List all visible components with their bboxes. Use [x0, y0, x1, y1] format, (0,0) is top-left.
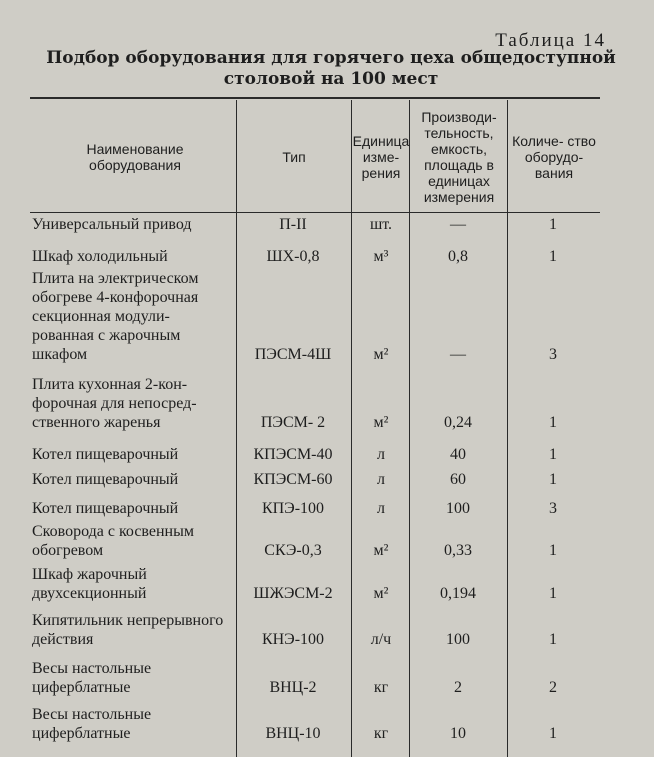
cell-quantity: 1: [549, 542, 557, 559]
cell-type: СКЭ-0,3: [264, 542, 322, 559]
table-number: Таблица 14: [495, 30, 606, 51]
header-name: Наименование оборудования: [86, 140, 184, 173]
cell-name: Весы настольные циферблатные: [32, 660, 152, 696]
cell-capacity: 40: [450, 446, 466, 463]
cell-quantity: 1: [549, 216, 557, 233]
cell-type: КПЭ-100: [261, 500, 325, 517]
cell-type: ВНЦ-10: [265, 725, 321, 742]
cell-capacity: 0,8: [448, 248, 468, 265]
cell-type: ШЖЭСМ-2: [253, 585, 333, 602]
table-caption: [0, 48, 654, 90]
cell-capacity: 0,194: [440, 585, 476, 602]
cell-unit: л: [377, 500, 385, 517]
cell-capacity: 0,24: [444, 414, 472, 431]
cell-capacity: —: [450, 346, 466, 363]
cell-type: КПЭСМ-40: [253, 446, 333, 463]
cell-name: Весы настольные циферблатные: [32, 706, 152, 742]
cell-name: Шкаф жарочный двухсекционный: [32, 566, 147, 602]
cell-type: ПЭСМ-4Ш: [254, 346, 332, 363]
cell-unit: м²: [373, 585, 389, 602]
cell-quantity: 1: [549, 725, 557, 742]
cell-unit: л: [377, 471, 385, 488]
cell-quantity: 1: [549, 631, 557, 648]
cell-name: Сковорода с косвенным обогревом: [32, 523, 194, 559]
cell-quantity: 1: [549, 446, 557, 463]
cell-type: КПЭСМ-60: [253, 471, 333, 488]
cell-unit: м²: [373, 346, 389, 363]
cell-unit: м³: [373, 248, 389, 265]
cell-unit: шт.: [369, 216, 393, 233]
cell-capacity: 60: [450, 471, 466, 488]
caption-line-2: столовой на 100 мест: [223, 69, 439, 89]
cell-quantity: 3: [549, 500, 557, 517]
cell-unit: л: [377, 446, 385, 463]
caption-line-1: Подбор оборудования для горячего цеха общедоступной: [46, 48, 616, 68]
header-type: Тип: [282, 148, 306, 165]
cell-name: Котел пищеварочный: [32, 500, 179, 517]
cell-type: КНЭ-100: [261, 631, 325, 648]
cell-name: Котел пищеварочный: [32, 471, 179, 488]
cell-capacity: 10: [450, 725, 466, 742]
column-divider: [236, 100, 237, 757]
cell-unit: кг: [373, 679, 389, 696]
column-divider: [409, 100, 410, 757]
cell-name: Универсальный привод: [32, 216, 192, 233]
cell-type: ШХ-0,8: [266, 248, 320, 265]
cell-name: Плита на электрическом обогреве 4-конфорочная секционная модули- рованная с жарочным шкафом: [32, 270, 199, 363]
cell-name: Шкаф холодильный: [32, 248, 168, 265]
cell-capacity: 0,33: [444, 542, 472, 559]
cell-unit: м²: [373, 414, 389, 431]
cell-type: ВНЦ-2: [269, 679, 317, 696]
cell-unit: л/ч: [370, 631, 392, 648]
cell-name: Котел пищеварочный: [32, 446, 179, 463]
cell-capacity: —: [450, 216, 466, 233]
cell-capacity: 2: [454, 679, 462, 696]
cell-quantity: 2: [549, 679, 557, 696]
header-capacity: Производи- тельность, емкость, площадь в единицах измерения: [421, 108, 497, 205]
cell-type: ПЭСМ- 2: [260, 414, 326, 431]
header-quantity: Количе- ство оборудо- вания: [512, 132, 596, 181]
header-unit: Единица изме- рения: [352, 132, 410, 181]
cell-unit: кг: [373, 725, 389, 742]
column-divider: [507, 100, 508, 757]
cell-name: Кипятильник непрерывного действия: [32, 612, 224, 648]
cell-quantity: 1: [549, 585, 557, 602]
cell-quantity: 1: [549, 248, 557, 265]
cell-quantity: 3: [549, 346, 557, 363]
cell-type: П-II: [279, 216, 307, 233]
cell-capacity: 100: [446, 631, 470, 648]
column-divider: [351, 100, 352, 757]
top-rule: [30, 97, 600, 99]
cell-name: Плита кухонная 2-кон- форочная для непосред- ственного жаренья: [32, 376, 197, 431]
cell-capacity: 100: [446, 500, 470, 517]
cell-quantity: 1: [549, 414, 557, 431]
cell-unit: м²: [373, 542, 389, 559]
cell-quantity: 1: [549, 471, 557, 488]
